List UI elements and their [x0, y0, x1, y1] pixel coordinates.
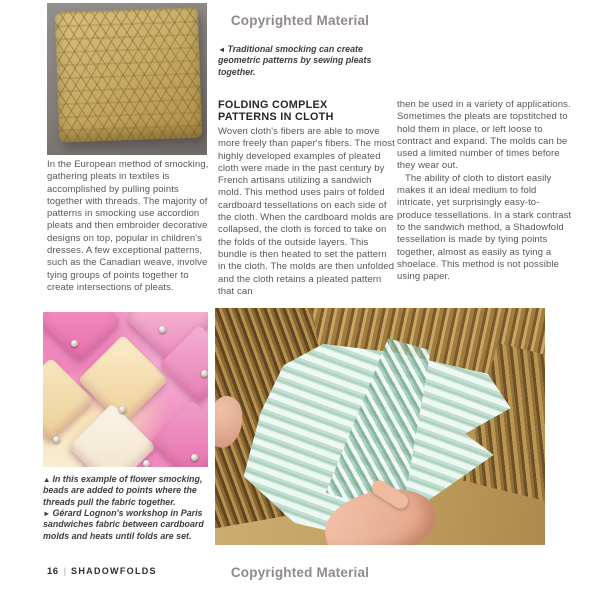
book-title: SHADOWFOLDS: [71, 566, 157, 576]
copyright-watermark-top: Copyrighted Material: [230, 13, 370, 28]
workshop-caption: [43, 508, 205, 542]
pillow-caption: [218, 44, 388, 78]
footer-separator: |: [63, 566, 67, 577]
bead: [143, 460, 150, 467]
bead: [191, 454, 198, 461]
pillow-caption-text: Traditional smocking can create geometric patterns by sewing pleats together.: [218, 44, 372, 77]
workshop-photo: [215, 308, 545, 545]
fabric-fold: [151, 400, 208, 467]
up-arrow-icon: ▲: [43, 475, 51, 484]
flower-smocking-photo: [43, 312, 208, 467]
bead: [201, 370, 208, 377]
right-column-paragraph-2: The ability of cloth to distort easily makes it an ideal medium to fold intricate, yet surprisingly easy-to-produce tessellations. In a stark contrast to the sandwich method, a Shadowfold tessellation is made by tying points together, almost as easily as tying a shoelace. This method is not possible using paper.: [397, 172, 572, 283]
bead: [119, 406, 126, 413]
flower-caption: [43, 474, 216, 508]
right-column-text: [397, 99, 574, 283]
middle-column-text: Woven cloth's fibers are able to move more freely than paper's fibers. The most highly developed examples of pleated cloth were made in the past century by French artisans utilizing a sandwich mold. This method uses pairs of folded cardboard tessellations on each side of the cloth. When the cardboard molds are collapsed, the cloth is forced to take on the folds of the outside layers. This bundle is then heated to set the pattern in the cloth. The molds are then unfolded and the cloth retains a pleated pattern that can: [218, 126, 395, 297]
section-heading: FOLDING COMPLEX PATTERNS IN CLOTH: [218, 99, 334, 124]
copyright-watermark-bottom: Copyrighted Material: [230, 565, 370, 580]
workshop-caption-text: Gérard Lognon's workshop in Paris sandwiches fabric between cardboard molds and heats until folds are set.: [43, 508, 204, 541]
right-arrow-icon: ►: [43, 509, 51, 518]
bead: [53, 436, 60, 443]
bead: [159, 326, 166, 333]
bead: [71, 340, 78, 347]
pillow-photo: [47, 3, 207, 155]
smocked-pillow: [55, 8, 202, 143]
page-number: 16: [47, 566, 59, 577]
fabric-fold: [68, 403, 156, 467]
left-arrow-icon: ◄: [218, 45, 226, 54]
right-column-paragraph-1: then be used in a variety of applications. Sometimes the pleats are topstitched to hold them in place, or left loose to contract and expand. The molds can be used a limited number of times before they wear out.: [397, 99, 571, 172]
flower-caption-text: In this example of flower smocking, beads are added to points where the threads pull the fabric together.: [43, 474, 203, 507]
left-column-text: In the European method of smocking, gathering pleats in textiles is accomplished by pulling points together with threads. The majority of patterns in smocking use accordion pleats and then embroider decorative designs on top, popular in children's dresses. A few exceptional patterns, such as the Canadian weave, involve tying groups of points together to create intersections of pleats.: [47, 159, 209, 293]
